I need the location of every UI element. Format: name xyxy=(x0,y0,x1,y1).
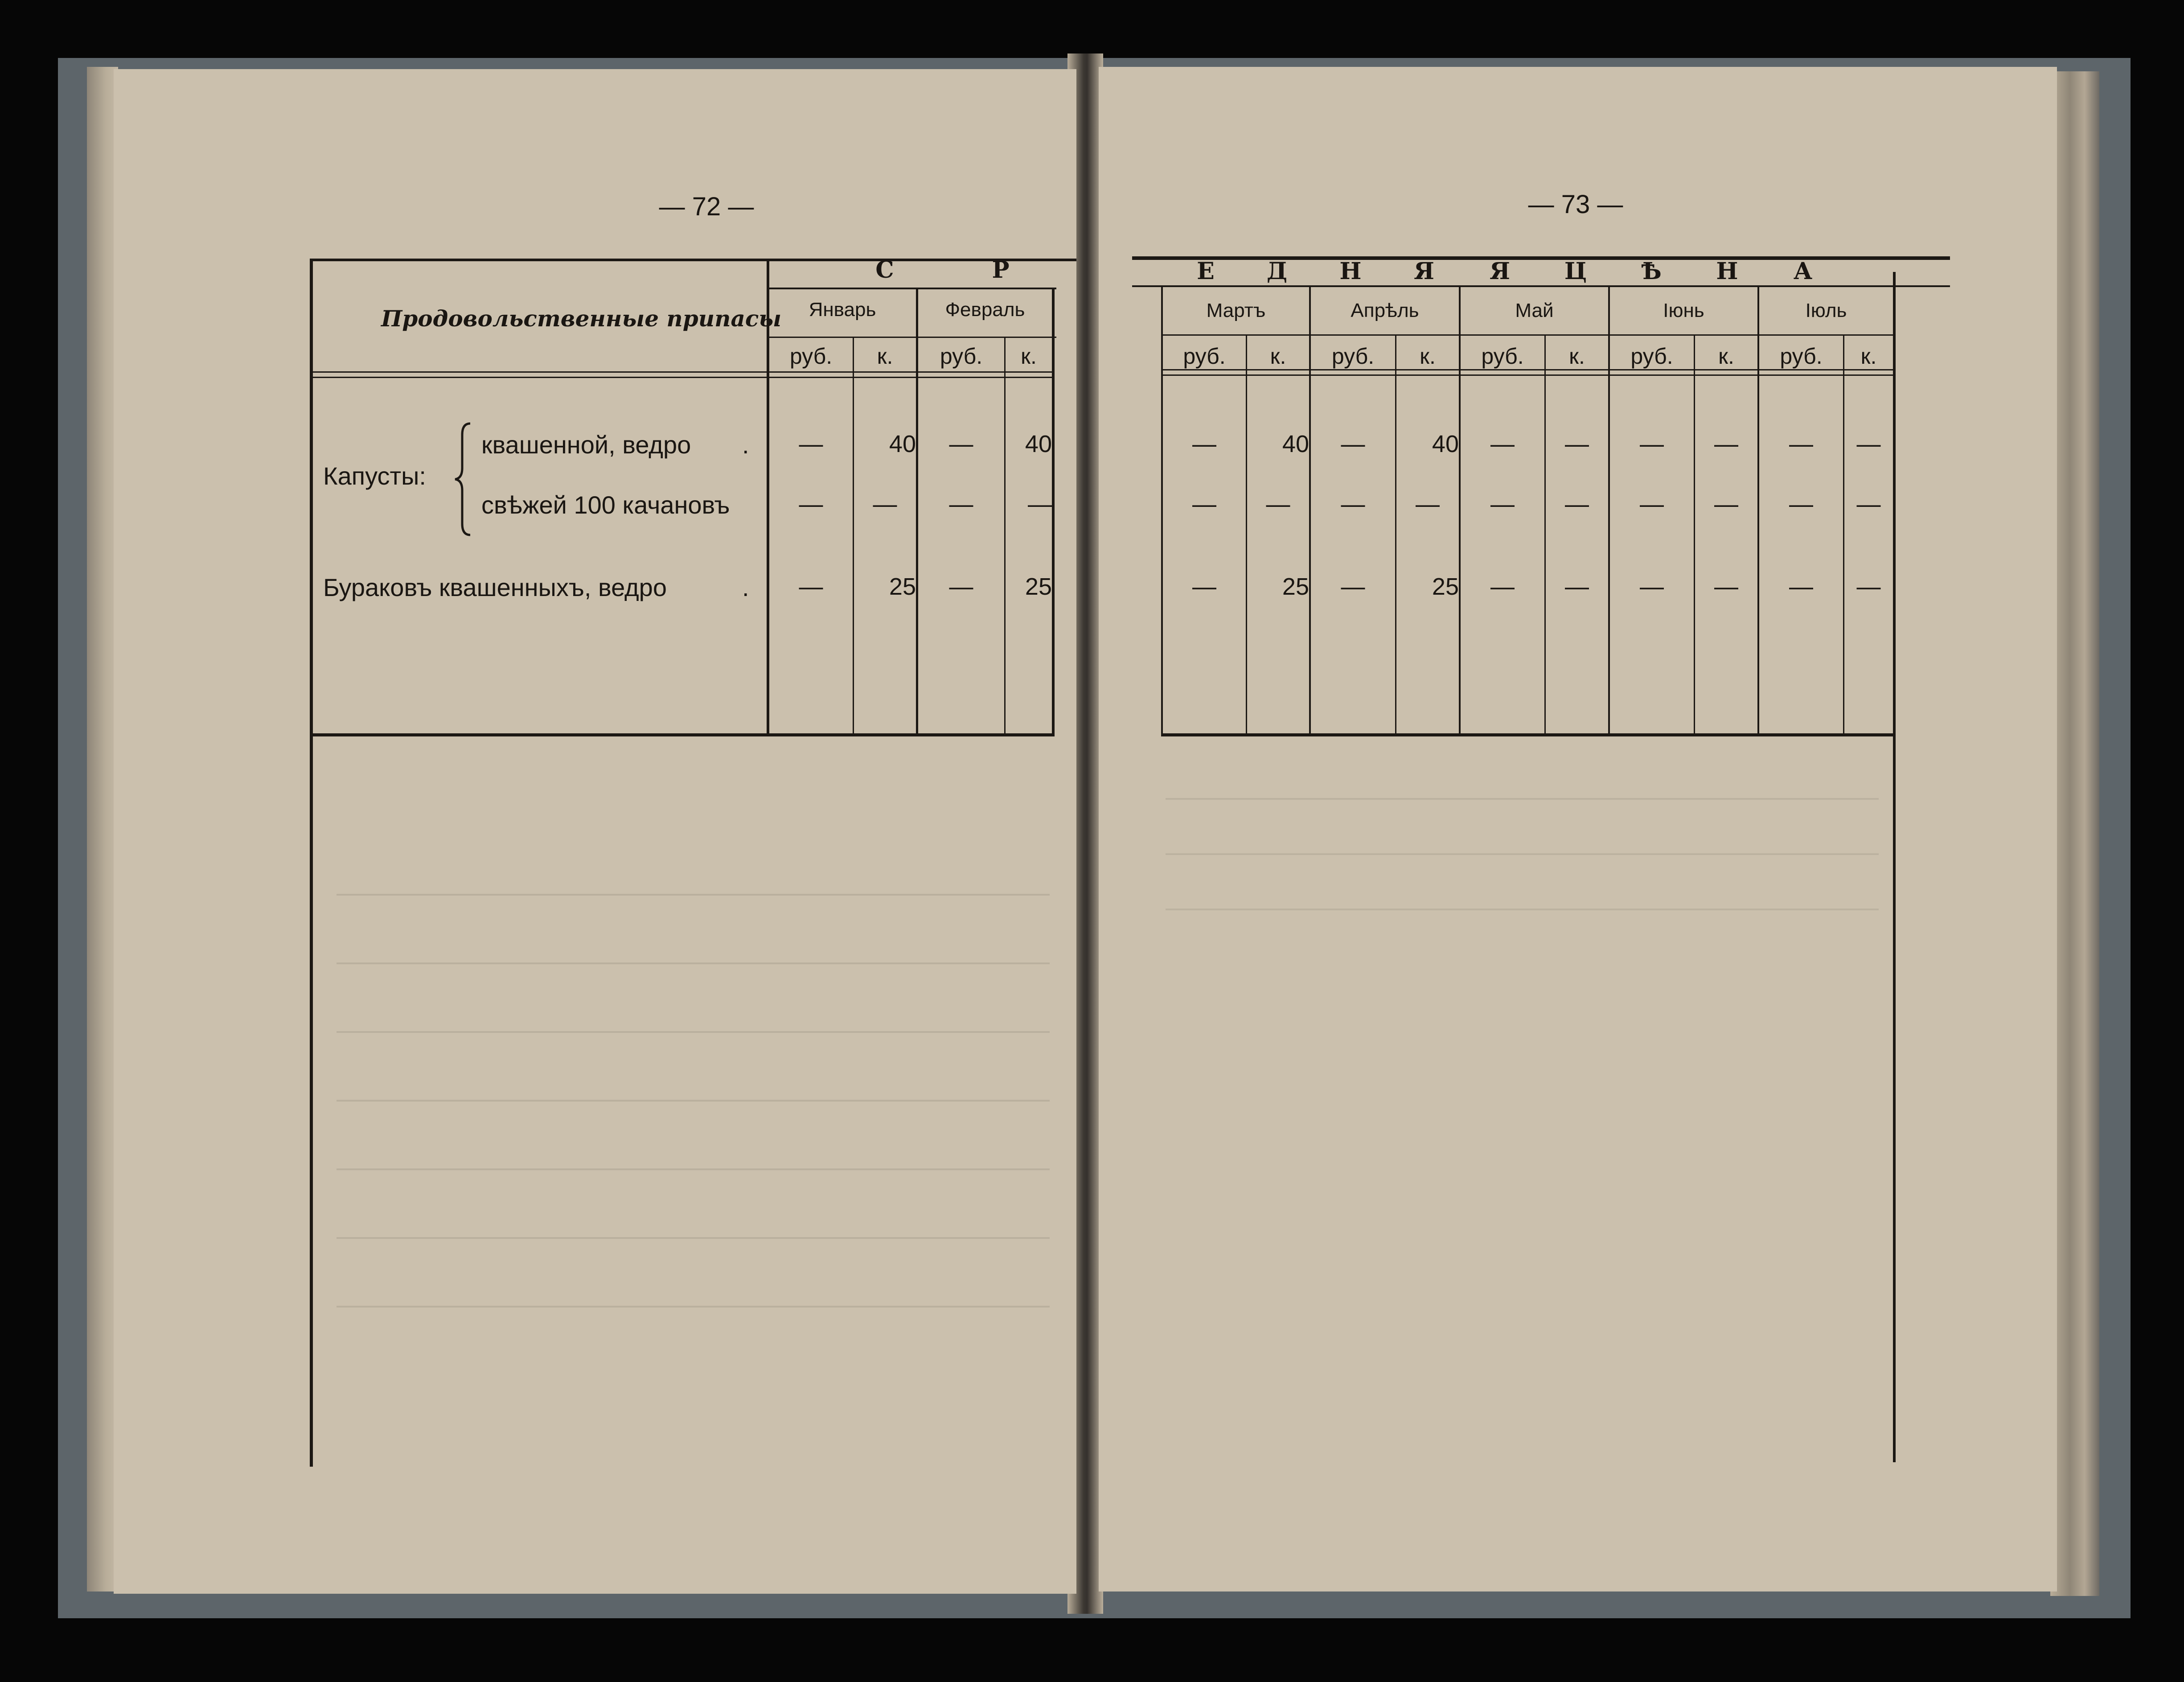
table-cell: — xyxy=(1565,573,1589,600)
table-cell: — xyxy=(949,573,973,600)
table-cell: — xyxy=(1714,431,1738,457)
table-cell: — xyxy=(1266,491,1290,518)
bleed-through-texture xyxy=(337,827,1050,1362)
unit-header: руб. xyxy=(1780,344,1823,369)
unit-header: к. xyxy=(1021,344,1037,369)
column-title: Продовольственные припасы xyxy=(381,305,782,332)
table-cell: — xyxy=(1341,573,1365,600)
table-cell: — xyxy=(1028,491,1052,518)
kopek-divider xyxy=(1544,334,1546,736)
table-cell: — xyxy=(1490,573,1515,600)
heading-letter: Р xyxy=(992,256,1010,284)
unit-header: руб. xyxy=(940,344,983,369)
table-cell: — xyxy=(1341,431,1365,457)
header-bottom-rule-2 xyxy=(1161,374,1894,376)
table-cell: — xyxy=(799,431,823,457)
table-cell: — xyxy=(1490,431,1515,457)
kopek-divider xyxy=(1246,334,1247,736)
month-header: Май xyxy=(1515,300,1554,321)
unit-header: руб. xyxy=(1331,344,1375,369)
table-cell: — xyxy=(799,573,823,600)
table-cell: — xyxy=(1640,491,1664,518)
row-label: квашенной, ведро xyxy=(481,431,691,459)
heading-letter: Я xyxy=(1490,258,1510,285)
table-cell: 25 xyxy=(1282,573,1309,600)
month-header: Іюль xyxy=(1805,300,1847,321)
group-label: Капусты: xyxy=(323,462,426,490)
table-cell: — xyxy=(1640,573,1664,600)
left-page xyxy=(114,69,1076,1594)
table-cell: 25 xyxy=(1025,573,1052,600)
table-cell: — xyxy=(1416,491,1440,518)
heading-letter: Д xyxy=(1266,258,1288,285)
row-label: свѣжей 100 качановъ xyxy=(481,491,730,519)
right-page xyxy=(1099,67,2057,1592)
heading-letter: С xyxy=(875,256,894,284)
table-cell: — xyxy=(1789,431,1813,457)
page-number: — 73 — xyxy=(1528,190,1623,219)
table-cell: — xyxy=(949,431,973,457)
table-top-rule xyxy=(1132,256,1950,260)
header-bottom-rule-2 xyxy=(313,377,1055,378)
table-cell: — xyxy=(1856,431,1881,457)
month-header: Апрѣль xyxy=(1351,300,1419,321)
table-cell: 40 xyxy=(1282,431,1309,457)
table-cell: — xyxy=(1640,431,1664,457)
table-cell: — xyxy=(1192,573,1216,600)
kopek-divider xyxy=(1843,334,1844,736)
row-label: Бураковъ квашенныхъ, ведро xyxy=(323,573,667,601)
header-bottom-rule-1 xyxy=(313,371,1055,373)
table-right-rule xyxy=(1893,272,1896,1462)
table-cell: 40 xyxy=(1025,431,1052,457)
month-header: Іюнь xyxy=(1663,300,1704,321)
unit-header: руб. xyxy=(1183,344,1226,369)
table-cell: — xyxy=(1565,491,1589,518)
unit-header: руб. xyxy=(1481,344,1524,369)
table-cell: — xyxy=(799,491,823,518)
heading-letter: Н xyxy=(1716,258,1738,285)
table-cell: — xyxy=(1565,431,1589,457)
table-cell: 40 xyxy=(1432,431,1459,457)
page-stack-right xyxy=(2050,71,2099,1596)
table-cell: — xyxy=(1789,573,1813,600)
table-cell: — xyxy=(873,491,897,518)
heading-letter: Н xyxy=(1339,258,1362,285)
table-cell: — xyxy=(1789,491,1813,518)
table-cell: 25 xyxy=(1432,573,1459,600)
page-number: — 72 — xyxy=(659,192,754,221)
month-header: Февраль xyxy=(945,299,1025,321)
table-cell: 40 xyxy=(889,431,916,457)
heading-letter: Ѣ xyxy=(1641,258,1662,285)
unit-header: руб. xyxy=(1630,344,1673,369)
unit-header: к. xyxy=(877,344,893,369)
unit-header: к. xyxy=(1569,344,1585,369)
bleed-through-texture xyxy=(1166,744,1879,932)
row-dot: . xyxy=(742,431,749,459)
table-cell: — xyxy=(1192,431,1216,457)
month-header: Январь xyxy=(809,299,876,321)
month-header: Мартъ xyxy=(1206,300,1266,321)
heading-bottom-rule xyxy=(1132,285,1950,287)
heading-letter: А xyxy=(1793,258,1813,285)
table-cell: — xyxy=(1714,491,1738,518)
table-cell: — xyxy=(1856,491,1881,518)
table-cell: — xyxy=(1714,573,1738,600)
table-cell: — xyxy=(949,491,973,518)
units-rule xyxy=(1161,334,1894,336)
unit-header: к. xyxy=(1420,344,1436,369)
units-rule xyxy=(767,337,1056,338)
table-cell: — xyxy=(1490,491,1515,518)
months-rule xyxy=(767,288,1056,289)
heading-letter: Е xyxy=(1197,258,1215,285)
table-cell: — xyxy=(1341,491,1365,518)
curly-brace-icon xyxy=(452,421,479,537)
table-cell: — xyxy=(1856,573,1881,600)
table-body-bottom-rule xyxy=(1161,733,1894,736)
header-bottom-rule-1 xyxy=(1161,369,1894,370)
unit-header: к. xyxy=(1718,344,1734,369)
heading-letter: Ц xyxy=(1564,258,1587,285)
unit-header: к. xyxy=(1860,344,1877,369)
kopek-divider xyxy=(1395,334,1396,736)
unit-header: руб. xyxy=(789,344,833,369)
kopek-divider xyxy=(1694,334,1695,736)
heading-letter: Я xyxy=(1414,258,1434,285)
kopek-divider-2 xyxy=(1004,337,1006,736)
table-right-rule xyxy=(1052,288,1055,736)
table-cell: — xyxy=(1192,491,1216,518)
unit-header: к. xyxy=(1270,344,1286,369)
table-left-rule xyxy=(310,259,313,1467)
row-dot: . xyxy=(742,573,749,601)
table-cell: 25 xyxy=(889,573,916,600)
table-top-rule xyxy=(310,259,1076,261)
kopek-divider-1 xyxy=(853,337,854,736)
table-body-bottom-rule xyxy=(313,733,1055,736)
